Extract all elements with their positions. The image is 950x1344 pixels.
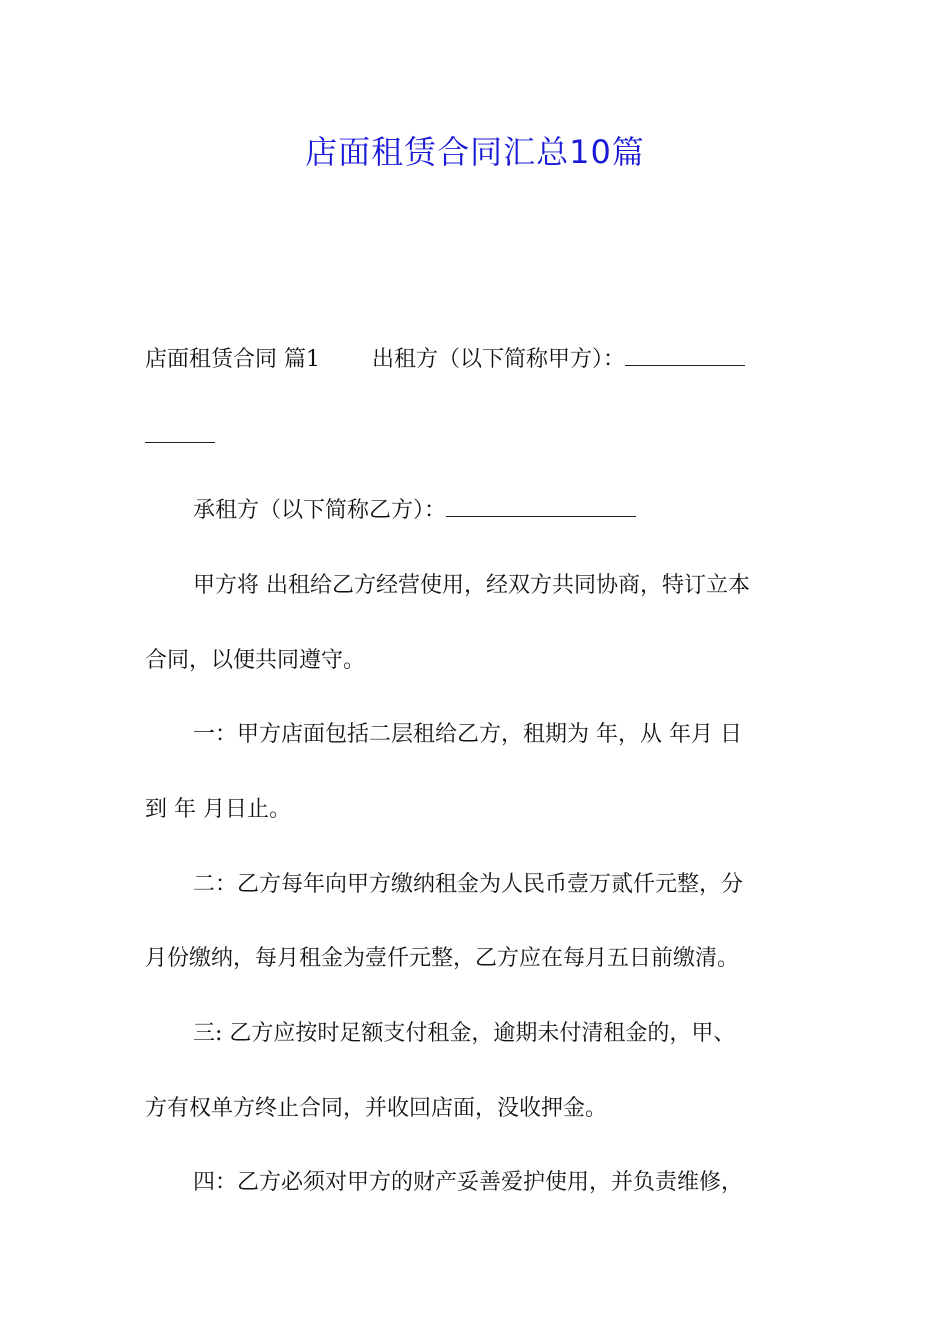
clause3-line-2: 方有权单方终止合同，并收回店面，没收押金。 bbox=[145, 1096, 608, 1121]
lessee-blank bbox=[446, 494, 636, 517]
clause3-line-1: 三: 乙方应按时足额支付租金，逾期未付清租金的，甲、 bbox=[193, 1021, 736, 1046]
clause1-line-1: 一：甲方店面包括二层租给乙方，租期为 年，从 年月 日 bbox=[193, 722, 742, 747]
lessor-label: 出租方（以下简称甲方）： bbox=[372, 347, 626, 372]
lessor-blank bbox=[625, 343, 745, 366]
document-title: 店面租赁合同汇总10篇 bbox=[305, 133, 645, 171]
intro-line-2: 合同，以便共同遵守。 bbox=[145, 648, 366, 673]
clause4-line-1: 四：乙方必须对甲方的财产妥善爱护使用，并负责维修， bbox=[193, 1170, 744, 1195]
clause2-line-2: 月份缴纳，每月租金为壹仟元整，乙方应在每月五日前缴清。 bbox=[145, 946, 740, 971]
intro-line-1: 甲方将 出租给乙方经营使用，经双方共同协商，特订立本 bbox=[193, 573, 750, 598]
lessee-line bbox=[145, 494, 858, 528]
lessor-blank-continued bbox=[145, 420, 215, 443]
clause2-line-1: 二：乙方每年向甲方缴纳租金为人民币壹万贰仟元整，分 bbox=[193, 872, 744, 897]
heading-line bbox=[145, 343, 810, 377]
lessor-blank-continued-line bbox=[145, 420, 810, 454]
section-heading: 店面租赁合同 篇1 bbox=[145, 347, 320, 372]
lessee-label: 承租方（以下简称乙方）： bbox=[193, 498, 447, 523]
clause1-line-2: 到 年 月日止。 bbox=[145, 797, 291, 822]
